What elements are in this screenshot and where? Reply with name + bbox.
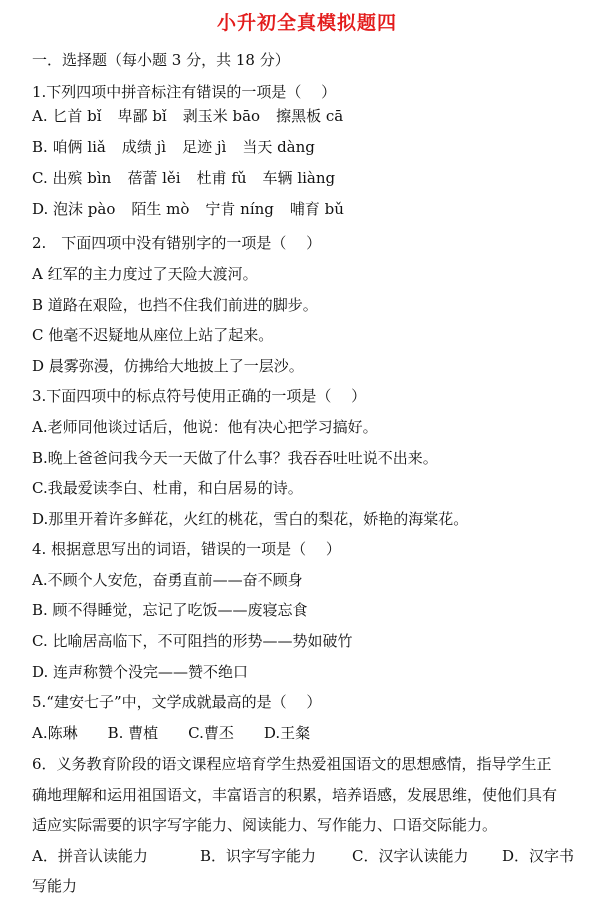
question-4-option-c: C. 比喻居高临下，不可阻挡的形势——势如破竹 (32, 632, 353, 650)
q1-d-item-4: 哺育 bǔ (289, 200, 344, 218)
q5-option-b: B. 曹植 (107, 724, 159, 742)
question-4-option-b: B. 顾不得睡觉，忘记了吃饭——废寝忘食 (32, 601, 308, 619)
q6-option-c: C．汉字认读能力 (352, 847, 469, 865)
q5-option-c: C.曹丕 (188, 724, 234, 742)
question-1-option-d (32, 199, 606, 219)
q1-c-item-1: C. 出殡 bìn (32, 169, 112, 187)
question-6-options (32, 846, 606, 866)
question-3-option-a: A.老师同他谈过话后，他说：他有决心把学习搞好。 (32, 418, 378, 436)
question-1-option-b (32, 137, 606, 157)
question-3-option-b: B.晚上爸爸问我今天一天做了什么事？我吞吞吐吐说不出来。 (32, 449, 438, 467)
question-3-option-c: C.我最爱读李白、杜甫，和白居易的诗。 (32, 479, 303, 497)
question-6-line-1: 6．义务教育阶段的语文课程应培育学生热爱祖国语文的思想感情，指导学生正 (32, 755, 552, 773)
question-2-option-b: B 道路在艰险，也挡不住我们前进的脚步。 (32, 296, 318, 314)
q5-option-a: A.陈琳 (32, 724, 78, 742)
section-heading: 一．选择题（每小题 3 分，共 18 分） (32, 51, 290, 69)
q1-b-item-4: 当天 dàng (242, 138, 315, 156)
question-1-option-a (32, 106, 606, 126)
q6-option-d: D．汉字书 (502, 847, 575, 865)
q1-c-item-4: 车辆 liàng (262, 169, 336, 187)
q1-d-item-3: 宁肯 níng (205, 200, 274, 218)
question-4-option-d: D. 连声称赞个没完——赞不绝口 (32, 663, 249, 681)
question-6-line-2: 确地理解和运用祖国语文，丰富语言的积累，培养语感，发展思维，使他们具有 (32, 786, 558, 804)
q1-d-item-1: D. 泡沫 pào (32, 200, 116, 218)
question-2-option-c: C 他毫不迟疑地从座位上站了起来。 (32, 326, 274, 344)
q1-b-item-1: B. 咱俩 liǎ (32, 138, 106, 156)
page-title: 小升初全真模拟题四 (216, 12, 397, 34)
question-2-stem: 2. 下面四项中没有错别字的一项是（ ） (32, 234, 322, 252)
q1-a-item-1: A. 匕首 bǐ (32, 107, 102, 125)
q1-b-item-2: 成绩 jì (121, 138, 167, 156)
question-3-option-d: D.那里开着许多鲜花，火红的桃花，雪白的梨花，娇艳的海棠花。 (32, 510, 469, 528)
question-4-option-a: A.不顾个人安危，奋勇直前——奋不顾身 (32, 571, 303, 589)
question-4-stem: 4. 根据意思写出的词语，错误的一项是（ ） (32, 540, 341, 558)
q6-option-a: A．拼音认读能力 (32, 847, 148, 865)
q1-a-item-2: 卑鄙 bǐ (117, 107, 167, 125)
question-2-option-a: A 红军的主力度过了天险大渡河。 (32, 265, 258, 283)
question-2-option-d: D 晨雾弥漫，仿拂给大地披上了一层沙。 (32, 357, 304, 375)
question-5-options (32, 723, 606, 743)
question-3-stem: 3.下面四项中的标点符号使用正确的一项是（ ） (32, 387, 367, 405)
question-1-stem: 1.下列四项中拼音标注有错误的一项是（ ） (32, 83, 337, 101)
question-6-line-3: 适应实际需要的识字写字能力、阅读能力、写作能力、口语交际能力。 (32, 816, 498, 834)
q6-option-b: B．识字写字能力 (200, 847, 317, 865)
q1-a-item-4: 擦黑板 cā (276, 107, 344, 125)
question-1-option-c (32, 168, 606, 188)
q1-b-item-3: 足迹 jì (182, 138, 227, 156)
q5-option-d: D.王粲 (263, 724, 311, 742)
q1-c-item-3: 杜甫 fǔ (196, 169, 247, 187)
question-5-stem: 5.“建安七子”中，文学成就最高的是（ ） (32, 693, 322, 711)
q1-a-item-3: 剥玉米 bāo (182, 107, 261, 125)
q1-c-item-2: 蓓蕾 lěi (127, 169, 181, 187)
q1-d-item-2: 陌生 mò (131, 200, 190, 218)
question-6-option-d-continued: 写能力 (32, 877, 78, 895)
